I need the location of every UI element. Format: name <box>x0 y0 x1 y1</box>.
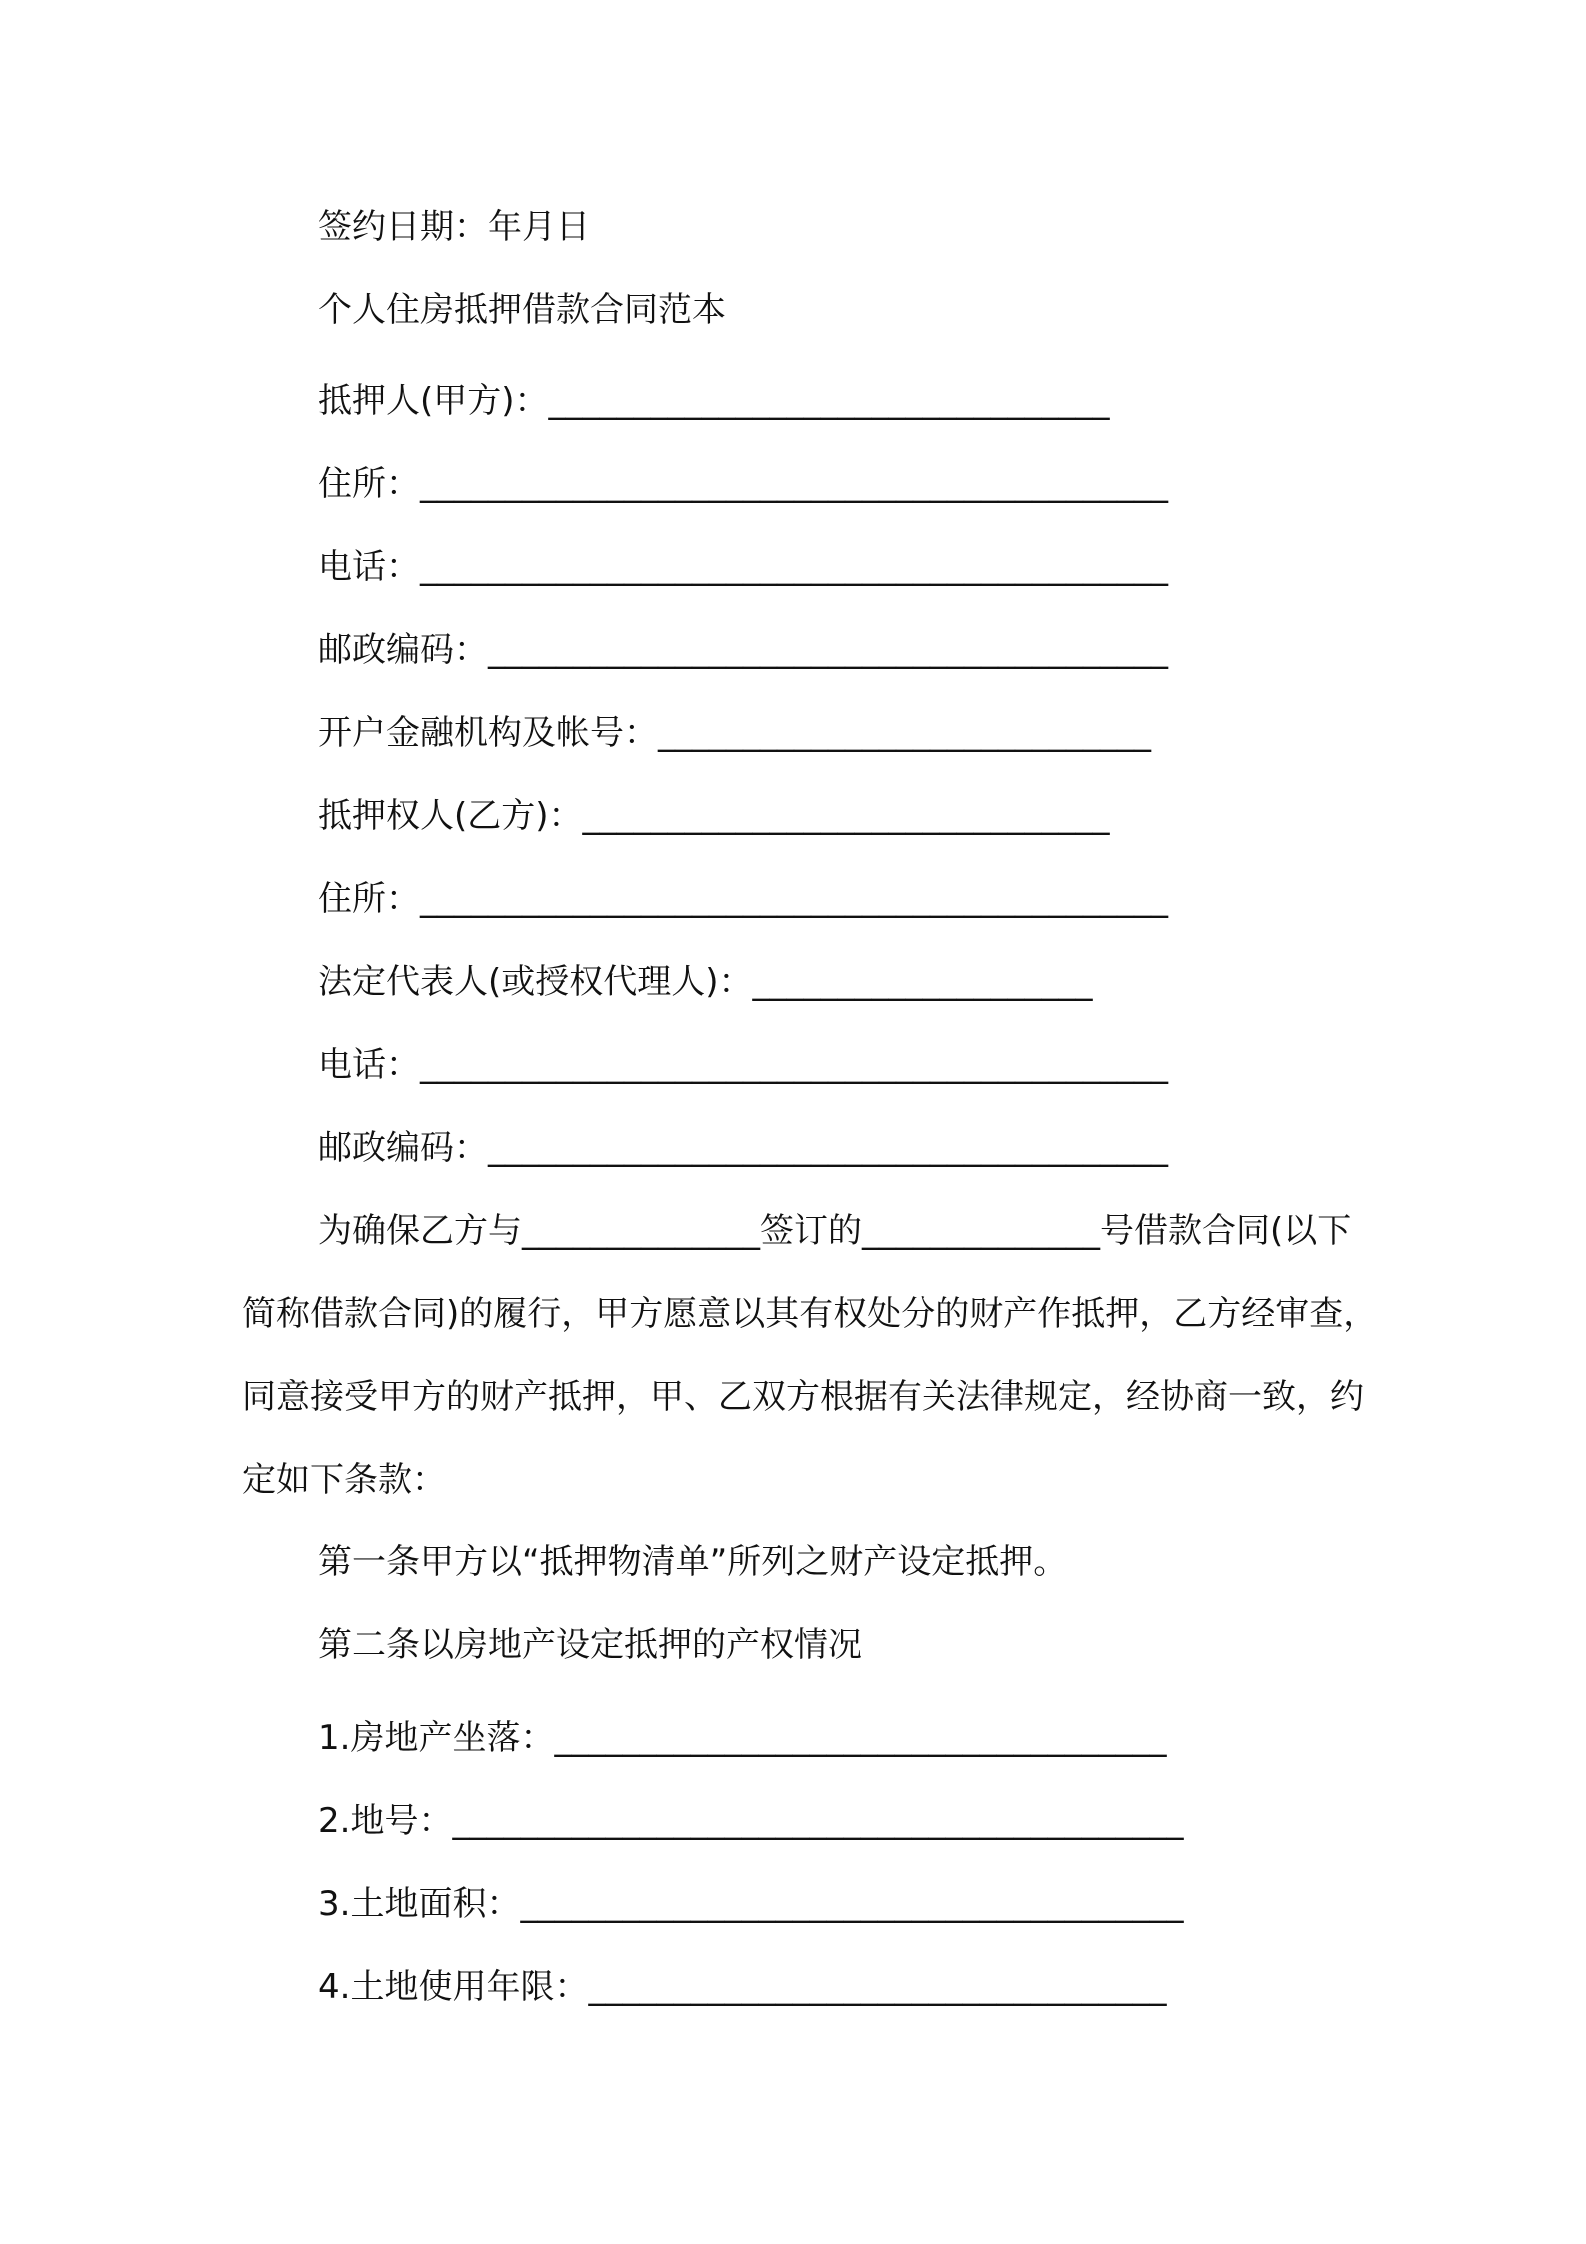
item-1-field: 1.房地产坐落：____________________________________ <box>318 1718 1167 1758</box>
item-4-field: 4.土地使用年限：__________________________________ <box>318 1967 1167 2007</box>
sign-date: 签约日期：年月日 <box>318 207 590 247</box>
party-b-postcode-field: 邮政编码：________________________________________ <box>318 1128 1168 1168</box>
party-a-address-field: 住所：____________________________________________ <box>318 464 1168 504</box>
party-a-field: 抵押人(甲方)：_________________________________ <box>318 381 1110 421</box>
item-3-field: 3.土地面积：_______________________________________ <box>318 1884 1184 1924</box>
article-1: 第一条甲方以“抵押物清单”所列之财产设定抵押。 <box>318 1542 1068 1582</box>
party-b-representative-field: 法定代表人(或授权代理人)：____________________ <box>318 962 1093 1002</box>
party-a-phone-field: 电话：____________________________________________ <box>318 547 1168 587</box>
party-b-address-field: 住所：____________________________________________ <box>318 879 1168 919</box>
party-a-postcode-field: 邮政编码：________________________________________ <box>318 630 1168 670</box>
document-title: 个人住房抵押借款合同范本 <box>318 290 726 330</box>
party-b-phone-field: 电话：____________________________________________ <box>318 1045 1168 1085</box>
party-b-field: 抵押权人(乙方)：_______________________________ <box>318 796 1110 836</box>
party-a-bank-field: 开户金融机构及帐号：_____________________________ <box>318 713 1151 753</box>
item-2-field: 2.地号：___________________________________________ <box>318 1801 1184 1841</box>
article-2: 第二条以房地产设定抵押的产权情况 <box>318 1625 862 1665</box>
preamble-paragraph: 为确保乙方与______________签订的______________号借款合同(以下简称借款合同)的履行，甲方愿意以其有权处分的财产作抵押，乙方经审查，同意接受甲方的财产抵押，甲、乙双方根据有关法律规定，经协商一致，约定如下条款： <box>242 1211 1378 1500</box>
